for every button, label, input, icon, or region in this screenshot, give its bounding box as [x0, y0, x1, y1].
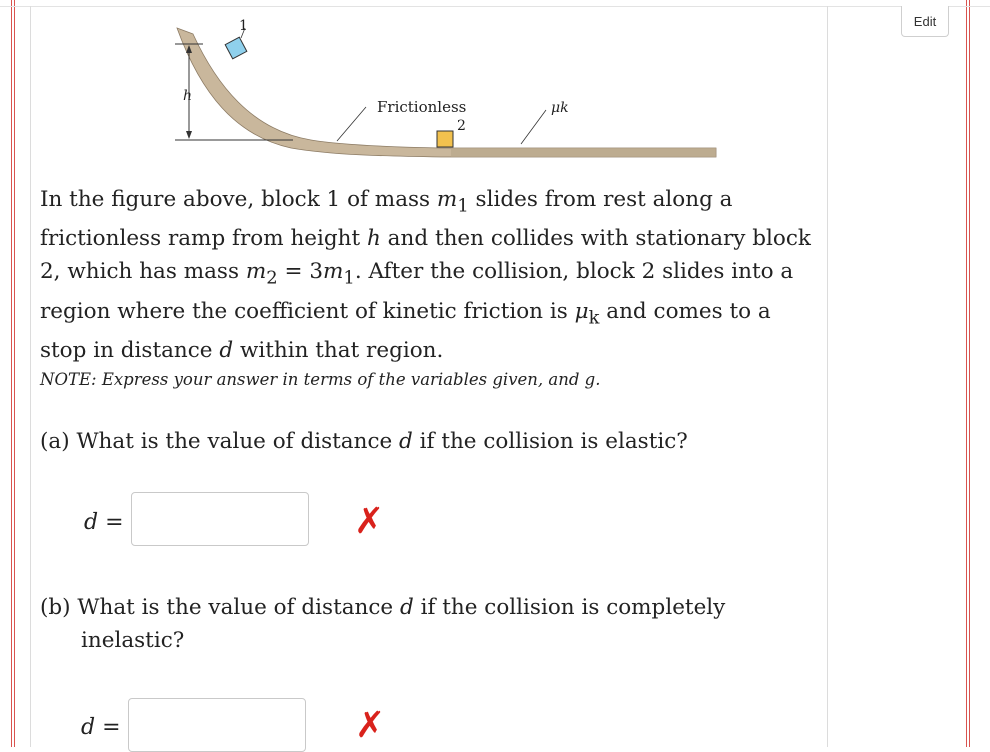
edit-button[interactable]: Edit — [901, 6, 949, 37]
var-m: m — [436, 187, 458, 212]
problem-text: and then collides with stationary block 2, which has mass — [40, 226, 811, 285]
height-label: h — [183, 88, 193, 104]
frame-edge-right — [969, 0, 970, 747]
problem-statement — [40, 183, 820, 367]
question-b-text: What is the value of distance — [77, 595, 400, 620]
question-a-prefix: (a) — [40, 429, 70, 454]
question-a-text: What is the value of distance — [76, 429, 400, 454]
answer-a-input[interactable] — [131, 492, 309, 546]
var-mu: μ — [574, 298, 589, 324]
friction-leader — [521, 110, 546, 144]
subscript: 1 — [457, 195, 469, 217]
frame-edge-left — [11, 0, 12, 747]
note-text: NOTE: Express your answer in terms of the variables given, and g. — [40, 370, 601, 389]
problem-text: . After the collision, block 2 slides into a region where the coefficient of kinetic friction is — [40, 259, 794, 324]
incorrect-b-icon: ✗ — [355, 705, 386, 746]
question-panel — [30, 6, 828, 747]
question-b-prefix: (b) — [40, 595, 71, 620]
var-m: m — [323, 259, 344, 285]
frictionless-label: Frictionless — [377, 98, 467, 116]
problem-text: slides from rest along a frictionless ramp from height — [40, 187, 733, 252]
problem-text: In the figure above, block 1 of mass — [40, 187, 437, 212]
block-2 — [437, 131, 453, 147]
problem-text: = 3 — [277, 259, 324, 285]
question-b-continuation: inelastic? — [81, 628, 185, 653]
subscript: 1 — [343, 267, 355, 289]
question-a-text-end: if the collision is elastic? — [412, 429, 688, 454]
incorrect-a-icon: ✗ — [354, 501, 385, 542]
question-b — [40, 591, 780, 657]
height-arrow-down — [186, 131, 192, 139]
frictionless-leader — [337, 107, 366, 141]
var-m: m — [245, 259, 267, 285]
block-2-label: 2 — [457, 118, 466, 134]
problem-text: within that region. — [233, 337, 444, 363]
frame-edge-left-inner — [14, 0, 15, 747]
friction-coefficient-label — [551, 100, 569, 116]
block-1 — [225, 37, 247, 59]
block-1-label: 1 — [239, 18, 248, 34]
problem-text: and comes to a stop in distance — [40, 298, 771, 363]
ramp-diagram — [141, 14, 731, 169]
var-d: d — [399, 595, 414, 620]
answer-a-label: d = — [84, 510, 124, 535]
answer-b-input[interactable] — [128, 698, 306, 752]
question-b-text-end: if the collision is completely — [413, 595, 726, 620]
friction-label-text: μk — [551, 100, 569, 116]
subscript: k — [588, 306, 600, 328]
subscript: 2 — [266, 267, 278, 289]
question-a — [40, 425, 780, 458]
rough-region — [451, 148, 716, 157]
ramp-figure — [141, 14, 731, 169]
answer-b-label: d = — [81, 715, 121, 740]
frame-edge-right-inner — [966, 0, 967, 747]
var-d: d — [399, 429, 413, 454]
var-d: d — [219, 337, 234, 363]
var-h: h — [366, 226, 381, 252]
